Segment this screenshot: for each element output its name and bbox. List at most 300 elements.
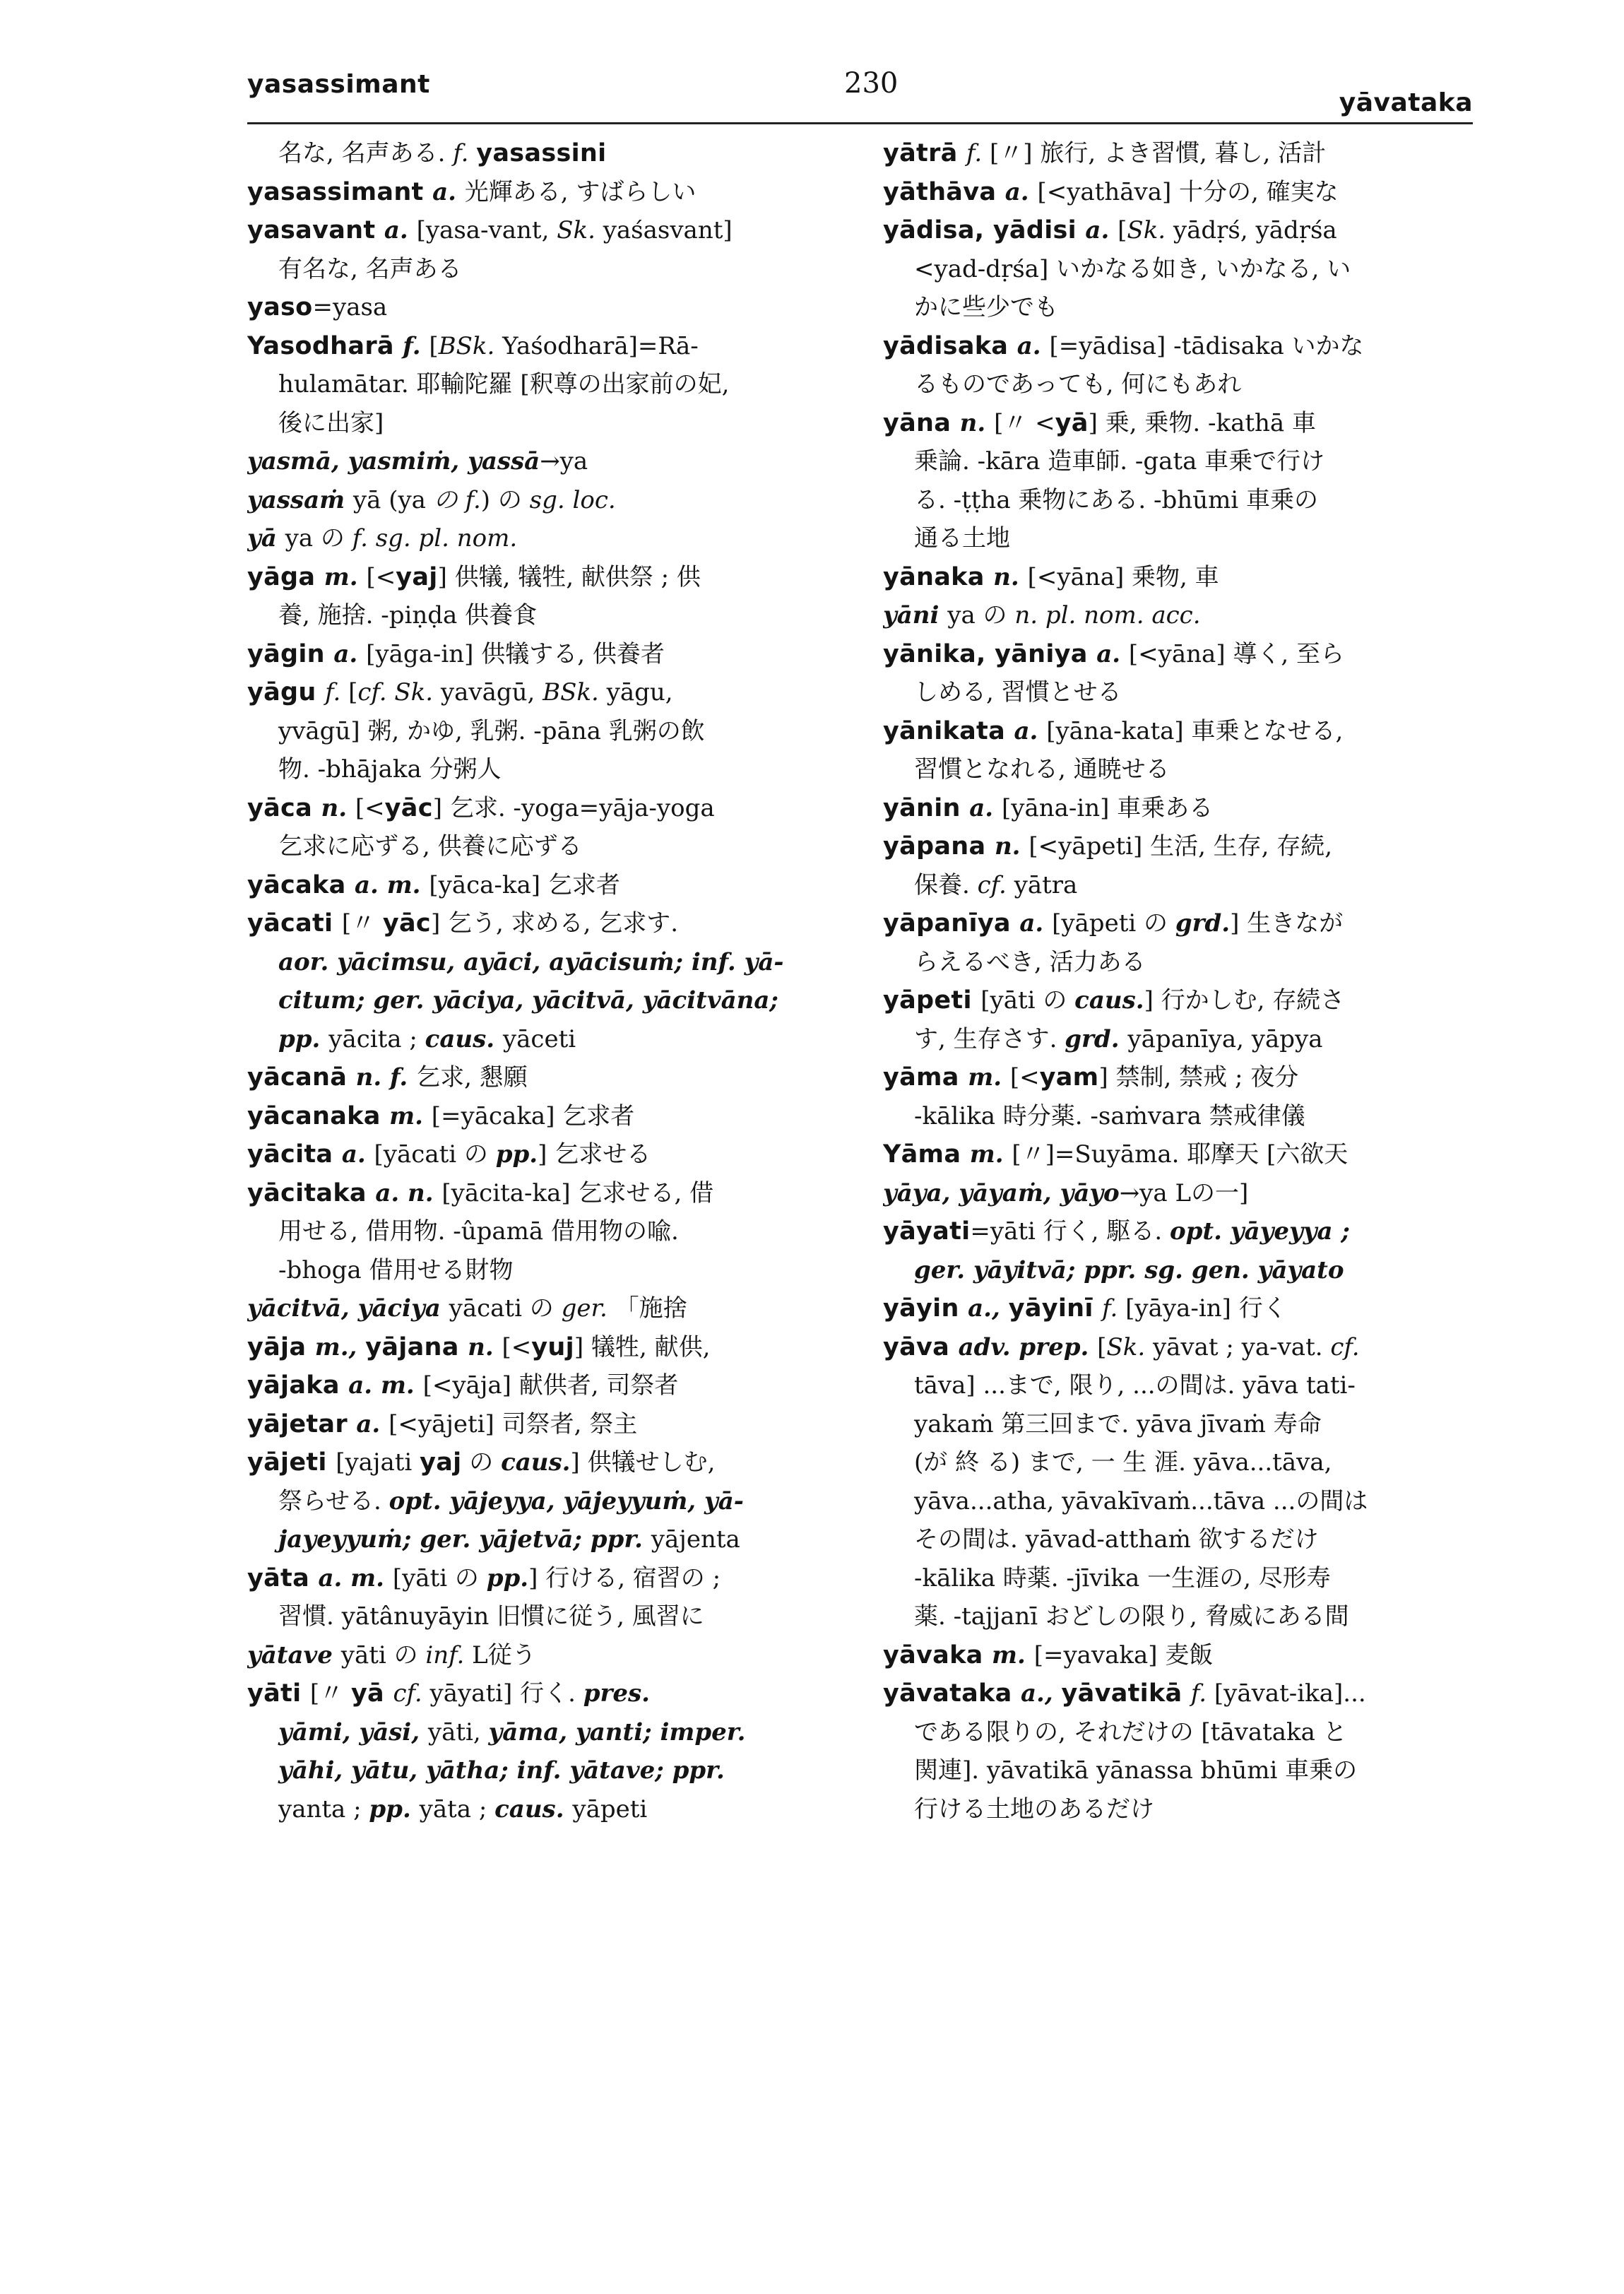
entry-text: [=yādisa] -tādisaka いかな bbox=[1049, 331, 1364, 360]
entry-text: yāpanīya, yāpya bbox=[1127, 1024, 1323, 1053]
entry-text: ger. bbox=[561, 1294, 607, 1323]
headword: yānikata bbox=[883, 716, 1014, 745]
entry-line bbox=[247, 1289, 826, 1328]
entry-line bbox=[883, 1405, 1473, 1444]
left-running-headword: yasassimant bbox=[247, 70, 430, 99]
entry-text: [〃 < bbox=[994, 408, 1055, 437]
entry-text: 関連]. yāvatikā yānassa bhūmi 車乗の bbox=[914, 1756, 1358, 1785]
entry-text: 養, 施捨. -piṇḍa 供養食 bbox=[278, 601, 538, 629]
entry-text: n. f. bbox=[355, 1063, 417, 1092]
entry-line bbox=[883, 1597, 1473, 1636]
entry-line bbox=[247, 1328, 826, 1367]
entry-text: る. -ṭṭha 乗物にある. -bhūmi 車乗の bbox=[914, 485, 1318, 514]
entry-text: [yasa-vant, bbox=[416, 216, 557, 244]
entry-line bbox=[247, 1058, 826, 1097]
entry-text: 用せる, 借用物. -ûpamā 借用物の喩. bbox=[278, 1217, 679, 1246]
entry-text: yāvat ; ya-vat. bbox=[1152, 1332, 1331, 1361]
entry-line bbox=[883, 1212, 1473, 1251]
entry-text: BSk. bbox=[543, 678, 607, 706]
entry-text: [yāca-ka] 乞求者 bbox=[429, 870, 620, 899]
headword: yasassimant bbox=[247, 177, 433, 206]
headword: yāthāva bbox=[883, 177, 1005, 206]
headword: yācitaka bbox=[247, 1178, 376, 1207]
entry-line bbox=[247, 211, 826, 250]
entry-text: cf. Sk. bbox=[357, 678, 441, 706]
entry-text: Sk. bbox=[1127, 216, 1173, 244]
entry-text: m. bbox=[324, 562, 367, 591]
headword: yānika, yāniya bbox=[883, 639, 1097, 668]
entry-text: BSk. bbox=[438, 331, 503, 360]
entry-line bbox=[883, 673, 1473, 712]
entry-text: m. bbox=[389, 1101, 432, 1130]
entry-text: [<yāja] 献供者, 司祭者 bbox=[422, 1371, 679, 1400]
entry-line bbox=[247, 1443, 826, 1482]
entry-text: pp. bbox=[278, 1024, 329, 1053]
entry-line bbox=[247, 1020, 826, 1059]
entry-text: (が 終 る) まで, 一 生 涯. yāva...tāva, bbox=[914, 1448, 1332, 1477]
entry-text: ] 乗, 乗物. -kathā 車 bbox=[1088, 408, 1316, 437]
headword: yāva bbox=[883, 1332, 959, 1361]
entry-line bbox=[883, 712, 1473, 751]
entry-text: f. bbox=[403, 331, 429, 360]
entry-text: inf. bbox=[425, 1640, 465, 1669]
headword: yāc bbox=[382, 909, 431, 938]
headword: yā bbox=[1055, 408, 1089, 437]
entry-text: の bbox=[461, 1448, 502, 1477]
entry-text: yājenta bbox=[651, 1525, 740, 1554]
entry-line bbox=[247, 481, 826, 520]
entry-text: [< bbox=[502, 1332, 532, 1361]
entry-text: である限りの, それだけの [tāvataka と bbox=[914, 1717, 1347, 1746]
headword: yāya, yāyaṁ, yāyo bbox=[883, 1178, 1120, 1207]
entry-text: の bbox=[433, 485, 466, 514]
entry-line bbox=[247, 1097, 826, 1136]
entry-text: opt. yājeyya, yājeyyuṁ, yā- bbox=[389, 1486, 744, 1515]
entry-text: [< bbox=[355, 793, 385, 822]
entry-line bbox=[247, 712, 826, 751]
entry-text: ] 行かしむ, 存続さ bbox=[1144, 986, 1345, 1015]
entry-line bbox=[883, 1636, 1473, 1675]
entry-text: 乞求, 懇願 bbox=[416, 1063, 528, 1092]
entry-line bbox=[883, 635, 1473, 674]
page-header bbox=[247, 67, 1473, 131]
entry-line bbox=[883, 1251, 1473, 1290]
entry-text: n. bbox=[321, 793, 355, 822]
entry-text: aor. yācimsu, ayāci, ayācisuṁ; inf. yā- bbox=[278, 947, 784, 976]
entry-line bbox=[247, 981, 826, 1020]
headword: yāvatikā bbox=[1061, 1679, 1191, 1708]
entry-text: 祭らせる. bbox=[278, 1486, 389, 1515]
headword: yāca bbox=[247, 793, 321, 822]
entry-line bbox=[883, 1135, 1473, 1174]
entry-line bbox=[247, 1636, 826, 1675]
entry-text: Yaśodharā]=Rā- bbox=[502, 331, 699, 360]
headword: yāgu bbox=[247, 678, 326, 706]
headword: yādisa, yādisi bbox=[883, 216, 1086, 244]
entry-text: →ya bbox=[540, 447, 588, 475]
entry-text: ] 供犠, 犠牲, 献供祭 ; 供 bbox=[437, 562, 701, 591]
entry-line bbox=[883, 904, 1473, 943]
entry-text: yāva...atha, yāvakīvaṁ...tāva ...の間は bbox=[914, 1486, 1368, 1515]
entry-text: 習慣となれる, 通暁せる bbox=[914, 755, 1170, 784]
entry-text: caus. bbox=[1074, 986, 1144, 1015]
entry-text: yanta ; bbox=[278, 1795, 369, 1823]
headword: yācitvā, yāciya bbox=[247, 1294, 449, 1323]
entry-text: 有名な, 名声ある bbox=[278, 254, 462, 283]
right-column bbox=[883, 134, 1473, 1828]
entry-text: ] 乞求せる bbox=[538, 1140, 651, 1169]
entry-text: [yāna-in] 車乗ある bbox=[1001, 793, 1214, 822]
entry-line bbox=[883, 1520, 1473, 1559]
entry-line bbox=[883, 1174, 1473, 1213]
entry-text: f. bbox=[325, 678, 349, 706]
headword: yājeti bbox=[247, 1448, 336, 1477]
headword: yaj bbox=[420, 1448, 462, 1477]
entry-text: yakaṁ 第三回まで. yāva jīvaṁ 寿命 bbox=[914, 1409, 1322, 1438]
entry-text: ] 供犠せしむ, bbox=[570, 1448, 716, 1477]
entry-text: yāma, yanti; imper. bbox=[488, 1717, 746, 1746]
entry-line bbox=[883, 442, 1473, 481]
entry-text: Sk. bbox=[1106, 1332, 1153, 1361]
entry-text: L従う bbox=[464, 1640, 536, 1669]
entry-text: n. bbox=[468, 1332, 502, 1361]
entry-line bbox=[247, 442, 826, 481]
entry-text: <yad-dṛśa] いかなる如き, いかなる, い bbox=[914, 254, 1351, 283]
entry-line bbox=[883, 866, 1473, 905]
entry-line bbox=[247, 1251, 826, 1290]
entry-text: a. bbox=[356, 1409, 389, 1438]
entry-text: yāhi, yātu, yātha; inf. yātave; ppr. bbox=[278, 1756, 725, 1785]
entry-text: opt. yāyeyya ; bbox=[1169, 1217, 1350, 1246]
entry-text: a. bbox=[333, 639, 367, 668]
headword: yasavant bbox=[247, 216, 384, 244]
entry-text: a. bbox=[384, 216, 417, 244]
entry-line bbox=[247, 404, 826, 443]
entry-text: [yāga-in] 供犠する, 供養者 bbox=[366, 639, 665, 668]
entry-text: [=yācaka] 乞求者 bbox=[431, 1101, 635, 1130]
headword: yānin bbox=[883, 793, 970, 822]
entry-text: a. bbox=[432, 177, 465, 206]
headword: yāc bbox=[384, 793, 433, 822]
entry-text: ] 生きなが bbox=[1230, 909, 1344, 938]
headword: yājetar bbox=[247, 1409, 357, 1438]
entry-text: cf. bbox=[977, 870, 1014, 899]
entry-text: [ bbox=[429, 331, 439, 360]
entry-text: [< bbox=[366, 562, 396, 591]
entry-text: ger. yāyitvā; ppr. sg. gen. yāyato bbox=[914, 1255, 1344, 1284]
entry-text: yāceti bbox=[502, 1024, 576, 1053]
entry-line bbox=[883, 943, 1473, 982]
headword: yācanā bbox=[247, 1063, 356, 1092]
entry-text: hulamātar. 耶輸陀羅 [釈尊の出家前の妃, bbox=[278, 370, 730, 398]
headword: yādisaka bbox=[883, 331, 1017, 360]
entry-text: a. bbox=[969, 793, 1002, 822]
entry-text: 光輝ある, すばらしい bbox=[464, 177, 697, 206]
entry-line bbox=[247, 1559, 826, 1598]
entry-text: pp. bbox=[369, 1795, 420, 1823]
entry-line bbox=[247, 635, 826, 674]
entry-line bbox=[247, 1366, 826, 1405]
entry-text: [yāpeti の bbox=[1052, 909, 1175, 938]
headword: yāyin bbox=[883, 1294, 968, 1323]
entry-line bbox=[247, 1751, 826, 1790]
entry-text: =yasa bbox=[312, 293, 388, 321]
entry-text: [<yājeti] 司祭者, 祭主 bbox=[389, 1409, 638, 1438]
entry-line bbox=[247, 1405, 826, 1444]
entry-text: [yācati の bbox=[374, 1140, 496, 1169]
entry-text: -kālika 時薬. -jīvika 一生涯の, 尽形寿 bbox=[914, 1563, 1331, 1592]
entry-text: →ya Lの一] bbox=[1119, 1178, 1249, 1207]
headword: yānaka bbox=[883, 562, 994, 591]
entry-line bbox=[247, 173, 826, 212]
entry-line bbox=[883, 750, 1473, 789]
entry-line bbox=[883, 1713, 1473, 1752]
entry-line bbox=[883, 1058, 1473, 1097]
entry-text: す, 生存さす. bbox=[914, 1024, 1065, 1053]
entry-text: ] 行ける, 宿習の ; bbox=[528, 1563, 721, 1592]
entry-text: n. bbox=[993, 562, 1028, 591]
entry-text: [=yavaka] 麦飯 bbox=[1033, 1640, 1214, 1669]
entry-line bbox=[883, 981, 1473, 1020]
entry-text: 薬. -tajjanī おどしの限り, 脅威にある間 bbox=[914, 1602, 1349, 1631]
entry-text: [yāti の bbox=[980, 986, 1075, 1015]
headword: yaso bbox=[247, 293, 313, 321]
entry-text: yaśasvant] bbox=[603, 216, 733, 244]
headword: yuj bbox=[531, 1332, 574, 1361]
entry-text: [〃] 旅行, よき習慣, 暮し, 活計 bbox=[990, 139, 1327, 167]
headword: yam bbox=[1039, 1063, 1099, 1092]
entry-line bbox=[883, 1097, 1473, 1136]
entry-text: -bhoga 借用せる財物 bbox=[278, 1255, 514, 1284]
entry-text: cf. bbox=[393, 1679, 430, 1708]
entry-text: 通る土地 bbox=[914, 524, 1010, 552]
entry-line bbox=[883, 519, 1473, 558]
entry-text: 行ける土地のあるだけ bbox=[914, 1795, 1154, 1823]
entry-text: =yāti 行く, 駆る. bbox=[970, 1217, 1170, 1246]
entry-text: [<yāna] 乗物, 車 bbox=[1027, 562, 1219, 591]
headword: yāpanīya bbox=[883, 909, 1020, 938]
entry-text: m. bbox=[968, 1063, 1010, 1092]
entry-text: かに些少でも bbox=[914, 293, 1058, 321]
headword: yāti bbox=[247, 1679, 310, 1708]
entry-text: pres. bbox=[583, 1679, 650, 1708]
entry-text: a. bbox=[341, 1140, 374, 1169]
entry-text: ya の bbox=[947, 601, 1015, 629]
entry-text: a. bbox=[1014, 716, 1047, 745]
entry-text: a. bbox=[1017, 331, 1050, 360]
entry-text: f. sg. pl. nom. bbox=[352, 524, 518, 552]
entry-text: a. m. bbox=[354, 870, 429, 899]
entry-line bbox=[883, 1482, 1473, 1521]
entry-line bbox=[883, 250, 1473, 289]
entry-text: cf. bbox=[1330, 1332, 1360, 1361]
entry-text: a., bbox=[1021, 1679, 1062, 1708]
page-number: 230 bbox=[844, 67, 899, 100]
headword: yājaka bbox=[247, 1371, 349, 1400]
entry-text: ] 犠牲, 献供, bbox=[574, 1332, 711, 1361]
right-running-headword: yāvataka bbox=[1339, 88, 1473, 117]
headword: Yāma bbox=[883, 1140, 970, 1169]
entry-text: m., bbox=[314, 1332, 366, 1361]
entry-line bbox=[883, 173, 1473, 212]
entry-line bbox=[247, 1520, 826, 1559]
headword: yācanaka bbox=[247, 1101, 390, 1130]
entry-text: Sk. bbox=[557, 216, 603, 244]
entry-text: yācati の bbox=[449, 1294, 562, 1323]
entry-text: pp. bbox=[495, 1140, 538, 1169]
entry-line bbox=[883, 596, 1473, 635]
entry-line bbox=[883, 327, 1473, 366]
entry-text: その間は. yāvad-atthaṁ 欲するだけ bbox=[914, 1525, 1319, 1554]
headword: yāna bbox=[883, 408, 960, 437]
entry-text: ya の bbox=[285, 524, 352, 552]
entry-line bbox=[883, 1790, 1473, 1829]
entry-text: a. m. bbox=[348, 1371, 423, 1400]
entry-text: [〃]=Suyāma. 耶摩天 [六欲天 bbox=[1012, 1140, 1349, 1169]
entry-line bbox=[247, 943, 826, 982]
entry-text: [ bbox=[1097, 1332, 1107, 1361]
entry-line bbox=[883, 1366, 1473, 1405]
entry-text: [< bbox=[1009, 1063, 1040, 1092]
entry-text: ) の bbox=[480, 485, 530, 514]
entry-text: caus. bbox=[494, 1795, 573, 1823]
entry-text: a. n. bbox=[375, 1178, 442, 1207]
entry-line bbox=[247, 558, 826, 597]
entry-line bbox=[883, 1328, 1473, 1367]
entry-text: yādṛś, yādṛśa bbox=[1173, 216, 1337, 244]
headword: yā bbox=[350, 1679, 393, 1708]
entry-line bbox=[247, 1790, 826, 1829]
entry-text: adv. prep. bbox=[958, 1332, 1098, 1361]
entry-text: [<yathāva] 十分の, 確実な bbox=[1037, 177, 1339, 206]
entry-line bbox=[883, 827, 1473, 866]
entry-text: m. bbox=[992, 1640, 1034, 1669]
entry-text: yāti の bbox=[340, 1640, 426, 1669]
entry-line bbox=[247, 1212, 826, 1251]
headword: yāta bbox=[247, 1563, 319, 1592]
entry-line bbox=[883, 1751, 1473, 1790]
headword: yātave bbox=[247, 1640, 341, 1669]
entry-line bbox=[247, 365, 826, 404]
entry-text: a. m. bbox=[318, 1563, 393, 1592]
entry-line bbox=[247, 596, 826, 635]
entry-text: f. bbox=[1102, 1294, 1126, 1323]
entry-text: 乞求に応ずる, 供養に応ずる bbox=[278, 832, 582, 861]
entry-line bbox=[883, 211, 1473, 250]
headword: yasmā, yasmiṁ, yassā bbox=[247, 447, 540, 475]
entry-text: tāva] ...まで, 限り, ...の間は. yāva tati- bbox=[914, 1371, 1356, 1400]
entry-text: 物. -bhājaka 分粥人 bbox=[278, 755, 502, 784]
headword: Yasodharā bbox=[247, 331, 403, 360]
entry-text: f. bbox=[966, 139, 990, 167]
headword: yāvaka bbox=[883, 1640, 992, 1669]
entry-line bbox=[883, 288, 1473, 327]
entry-text: yāta ; bbox=[419, 1795, 495, 1823]
entry-text: a. bbox=[1096, 639, 1129, 668]
entry-text: [yāna-kata] 車乗となせる, bbox=[1046, 716, 1344, 745]
headword: yāja bbox=[247, 1332, 315, 1361]
entry-text: sg. loc. bbox=[529, 485, 616, 514]
entry-line bbox=[883, 789, 1473, 828]
entry-text: a., bbox=[968, 1294, 1009, 1323]
headword: yāyinī bbox=[1008, 1294, 1103, 1323]
headword: yaj bbox=[396, 562, 438, 591]
entry-line bbox=[247, 288, 826, 327]
entry-line bbox=[247, 519, 826, 558]
headword: yāpeti bbox=[883, 986, 981, 1015]
entry-text: ] 禁制, 禁戒 ; 夜分 bbox=[1098, 1063, 1299, 1092]
entry-line bbox=[247, 904, 826, 943]
entry-line bbox=[883, 1289, 1473, 1328]
entry-text: yā (ya bbox=[352, 485, 434, 514]
entry-text: 保養. bbox=[914, 870, 978, 899]
entry-text: n. pl. nom. acc. bbox=[1014, 601, 1201, 629]
entry-text: -kālika 時分薬. -saṁvara 禁戒律儀 bbox=[914, 1101, 1305, 1130]
entry-text: 「施捨 bbox=[607, 1294, 687, 1323]
headword: yāpana bbox=[883, 832, 995, 861]
entry-line bbox=[247, 327, 826, 366]
entry-text: grd. bbox=[1175, 909, 1231, 938]
entry-text: [yāya-in] 行く bbox=[1125, 1294, 1287, 1323]
entry-text: yāpeti bbox=[572, 1795, 648, 1823]
entry-text: yātra bbox=[1014, 870, 1078, 899]
entry-line bbox=[247, 827, 826, 866]
entry-text: a. bbox=[1085, 216, 1118, 244]
entry-text: caus. bbox=[501, 1448, 571, 1477]
headword: yācaka bbox=[247, 870, 355, 899]
entry-text: 名な, 名声ある. bbox=[278, 139, 454, 167]
headword: yāyati bbox=[883, 1217, 971, 1246]
entry-line bbox=[247, 1674, 826, 1713]
headword: yāgin bbox=[247, 639, 334, 668]
entry-text: m. bbox=[969, 1140, 1012, 1169]
entry-line bbox=[247, 1174, 826, 1213]
entry-text: [〃 bbox=[309, 1679, 351, 1708]
entry-line bbox=[883, 404, 1473, 443]
entry-text: f. bbox=[465, 485, 481, 514]
entry-line bbox=[247, 866, 826, 905]
entry-text: [〃 bbox=[341, 909, 383, 938]
entry-line bbox=[883, 1443, 1473, 1482]
entry-text: [yāvat-ika]... bbox=[1214, 1679, 1366, 1708]
headword: yācati bbox=[247, 909, 342, 938]
entry-text: ] 乞求. -yoga=yāja-yoga bbox=[432, 793, 715, 822]
headword: yācita bbox=[247, 1140, 342, 1169]
entry-line bbox=[247, 789, 826, 828]
headword: yassaṁ bbox=[247, 485, 353, 514]
entry-text: caus. bbox=[425, 1024, 503, 1053]
entry-line bbox=[883, 1559, 1473, 1598]
header-rule bbox=[247, 122, 1473, 124]
left-column bbox=[247, 134, 826, 1828]
entry-line bbox=[247, 750, 826, 789]
headword: yājana bbox=[365, 1332, 468, 1361]
entry-line bbox=[883, 365, 1473, 404]
entry-text: f. bbox=[453, 139, 477, 167]
entry-line bbox=[247, 1597, 826, 1636]
entry-line bbox=[883, 558, 1473, 597]
entry-line bbox=[247, 1713, 826, 1752]
entry-text: grd. bbox=[1065, 1024, 1128, 1053]
entry-text: yāgu, bbox=[606, 678, 673, 706]
entry-text: [yāti の bbox=[392, 1563, 487, 1592]
entry-text: [<yāpeti] 生活, 生存, 存続, bbox=[1029, 832, 1333, 861]
entry-line bbox=[247, 1135, 826, 1174]
entry-text: yācita ; bbox=[328, 1024, 425, 1053]
entry-line bbox=[247, 134, 826, 173]
entry-text: るものであっても, 何にもあれ bbox=[914, 370, 1242, 398]
entry-line bbox=[883, 481, 1473, 520]
